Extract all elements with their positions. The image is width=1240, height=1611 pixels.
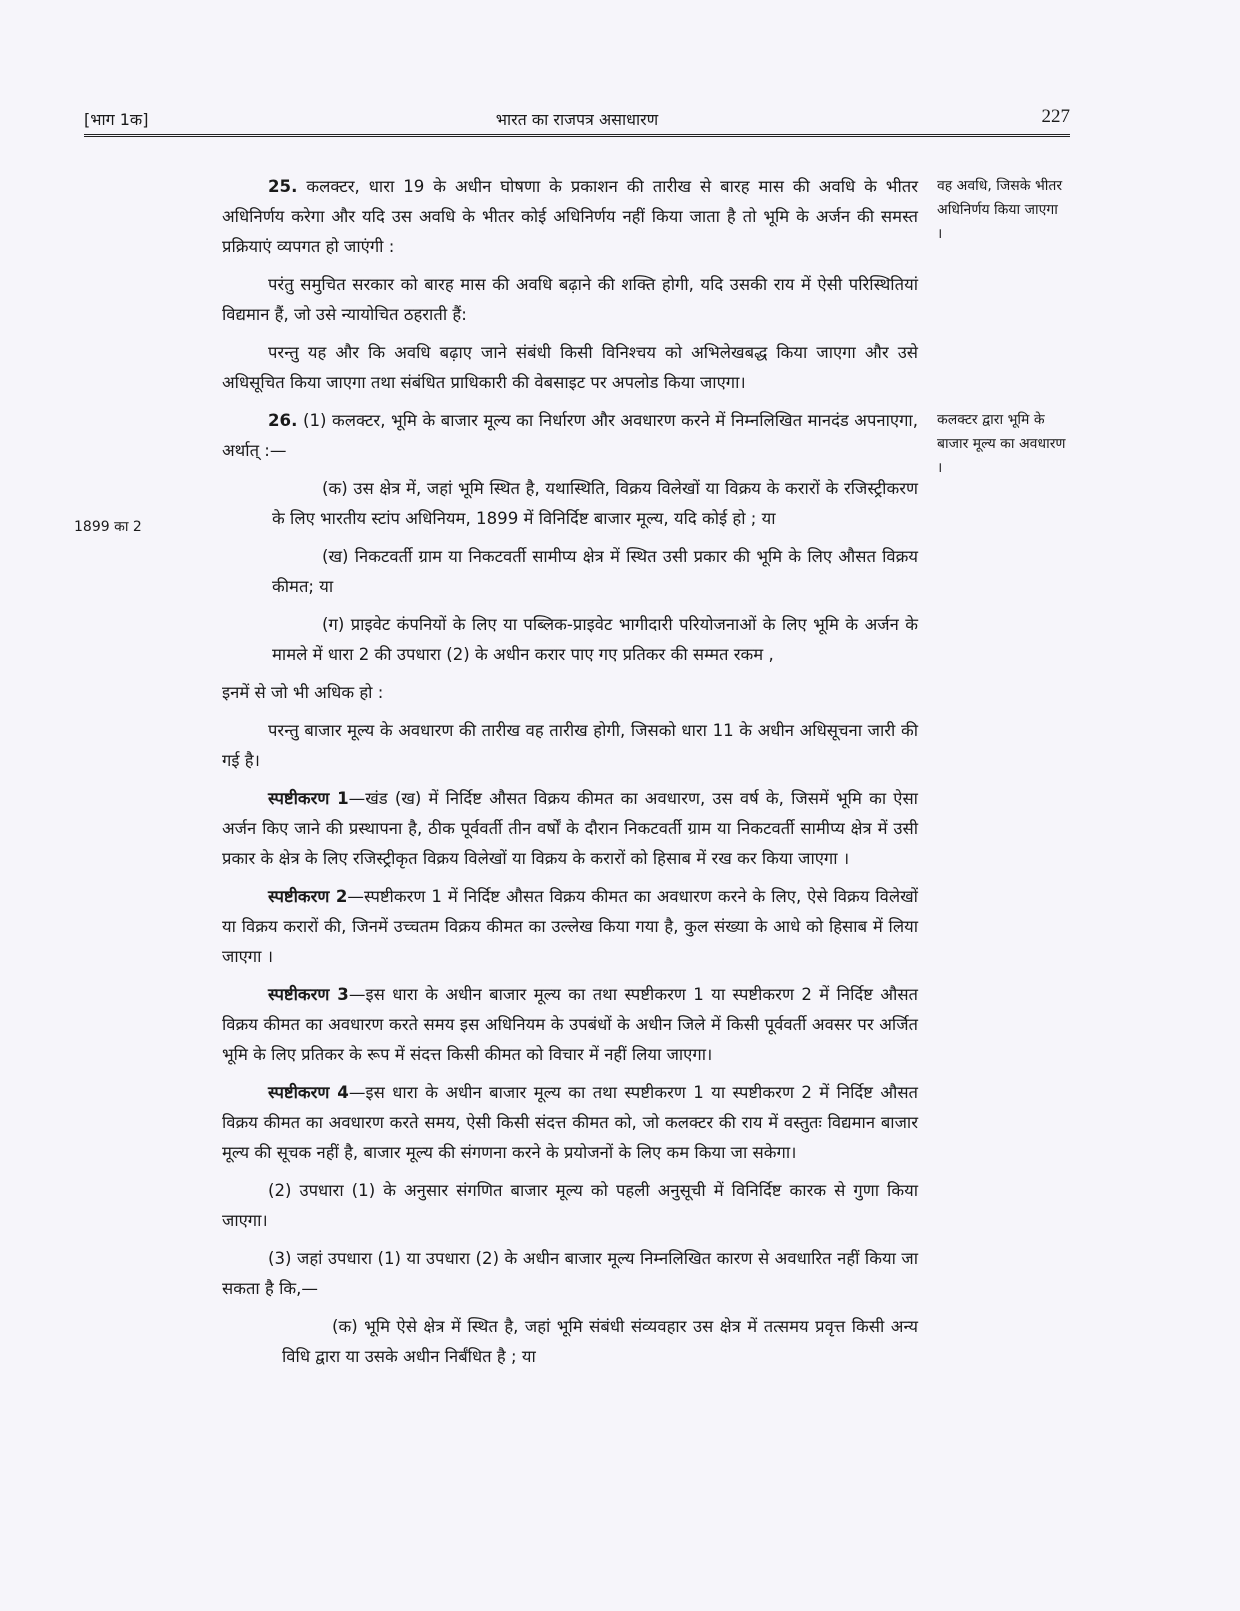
subsection-3: (3) जहां उपधारा (1) या उपधारा (2) के अधीन बाजार मूल्य निम्नलिखित कारण से अवधारित नहीं किया जा सकता है कि,— [222,1249,918,1298]
side-note-section-26: कलक्टर द्वारा भूमि के बाजार मूल्य का अवधारण । [937,412,1066,476]
clause-kha: (ख) निकटवर्ती ग्राम या निकटवर्ती सामीप्य क्षेत्र में स्थित उसी प्रकार की भूमि के लिए औसत विक्रय कीमत; या [272,547,918,596]
explanation-label: स्पष्टीकरण 2 [268,887,348,906]
explanation-label: स्पष्टीकरण 3 [268,985,349,1004]
section-26-proviso: परन्तु बाजार मूल्य के अवधारण की तारीख वह तारीख होगी, जिसको धारा 11 के अधीन अधिसूचना जारी की गई है। [222,721,918,770]
subsection-3-clause-ka: (क) भूमि ऐसे क्षेत्र में स्थित है, जहां भूमि संबंधी संव्यवहार उस क्षेत्र में तत्समय प्रवृत्त किसी अन्य विधि द्वारा या उसके अधीन निर्बंधित है ; या [282,1317,918,1366]
gazette-title: भारत का राजपत्र असाधारण [495,110,659,129]
explanation-text: —खंड (ख) में निर्दिष्ट औसत विक्रय कीमत का अवधारण, उस वर्ष के, जिसमें भूमि का ऐसा अर्जन किए जाने की प्रस्थापना है, ठीक पूर्ववर्ती तीन वर्षों के दौरान निकटवर्ती ग्राम या निकटवर्ती सामीप्य क्षेत्र में उसी प्रकार के क्षेत्र के लिए रजिस्ट्रीकृत विक्रय विलेखों या विक्रय के करारों को हिसाब में रख कर किया जाएगा । [222,789,918,868]
page-number: 227 [1041,106,1070,127]
section-number: 25. [268,177,298,196]
explanation-text: —इस धारा के अधीन बाजार मूल्य का तथा स्पष्टीकरण 1 या स्पष्टीकरण 2 में निर्दिष्ट औसत विक्रय कीमत का अवधारण करते समय इस अधिनियम के उपबंधों के अधीन जिले में किसी पूर्ववर्ती अवसर पर अर्जित भूमि के लिए प्रतिकर के रूप में संदत्त किसी कीमत को विचार में नहीं लिया जाएगा। [222,985,918,1064]
clause-ka: (क) उस क्षेत्र में, जहां भूमि स्थित है, यथास्थिति, विक्रय विलेखों या विक्रय के करारों के रजिस्ट्रीकरण के लिए भारतीय स्टांप अधिनियम, 1899 में विनिर्दिष्ट बाजार मूल्य, यदि कोई हो ; या [272,479,918,528]
section-25-proviso-1: परंतु समुचित सरकार को बारह मास की अवधि बढ़ाने की शक्ति होगी, यदि उसकी राय में ऐसी परिस्थितियां विद्यमान हैं, जो उसे न्यायोचित ठहराती हैं: [222,275,918,324]
explanation-4 [222,1078,918,1168]
subsection-2: (2) उपधारा (1) के अनुसार संगणित बाजार मूल्य को पहली अनुसूची में विनिर्दिष्ट कारक से गुणा किया जाएगा। [222,1181,918,1230]
explanation-2 [222,882,918,972]
section-26 [222,406,918,466]
explanation-text: —स्पष्टीकरण 1 में निर्दिष्ट औसत विक्रय कीमत का अवधारण करने के लिए, ऐसे विक्रय विलेखों या विक्रय करारों की, जिनमें उच्चतम विक्रय कीमत का उल्लेख किया गया है, कुल संख्या के आधे को हिसाब में लिया जाएगा । [222,887,918,966]
whichever-higher: इनमें से जो भी अधिक हो : [222,683,384,702]
page-header [84,104,1070,137]
section-number: 26. [268,411,298,430]
explanation-3 [222,980,918,1070]
explanation-text: —इस धारा के अधीन बाजार मूल्य का तथा स्पष्टीकरण 1 या स्पष्टीकरण 2 में निर्दिष्ट औसत विक्रय कीमत का अवधारण करते समय, ऐसी किसी संदत्त कीमत को, जो कलक्टर की राय में वस्तुतः विद्यमान बाजार मूल्य की सूचक नहीं है, बाजार मूल्य की संगणना करने के प्रयोजनों के लिए कम किया जा सकेगा। [222,1083,918,1162]
clause-ga: (ग) प्राइवेट कंपनियों के लिए या पब्लिक-प्राइवेट भागीदारी परियोजनाओं के लिए भूमि के अर्जन के मामले में धारा 2 की उपधारा (2) के अधीन करार पाए गए प्रतिकर की सम्मत रकम , [272,615,918,664]
gazette-part: [भाग 1क] [84,110,149,129]
section-text: (1) कलक्टर, भूमि के बाजार मूल्य का निर्धारण और अवधारण करने में निम्नलिखित मानदंड अपनाएगा, अर्थात् :— [222,411,919,460]
side-note-section-25: वह अवधि, जिसके भीतर अधिनिर्णय किया जाएगा । [937,178,1063,242]
section-text: कलक्टर, धारा 19 के अधीन घोषणा के प्रकाशन की तारीख से बारह मास की अवधि के भीतर अधिनिर्णय करेगा और यदि उस अवधि के भीतर कोई अधिनिर्णय नहीं किया जाता है तो भूमि के अर्जन की समस्त प्रक्रियाएं व्यपगत हो जाएंगी : [222,177,918,256]
section-25 [222,172,918,262]
section-25-proviso-2: परन्तु यह और कि अवधि बढ़ाए जाने संबंधी किसी विनिश्चय को अभिलेखबद्ध किया जाएगा और उसे अधिसूचित किया जाएगा तथा संबंधित प्राधिकारी की वेबसाइट पर अपलोड किया जाएगा। [222,343,918,392]
explanation-label: स्पष्टीकरण 4 [268,1083,349,1102]
document-body [222,172,918,1380]
explanation-label: स्पष्टीकरण 1 [268,789,349,808]
explanation-1 [222,784,918,874]
act-reference-note: 1899 का 2 [74,519,142,535]
